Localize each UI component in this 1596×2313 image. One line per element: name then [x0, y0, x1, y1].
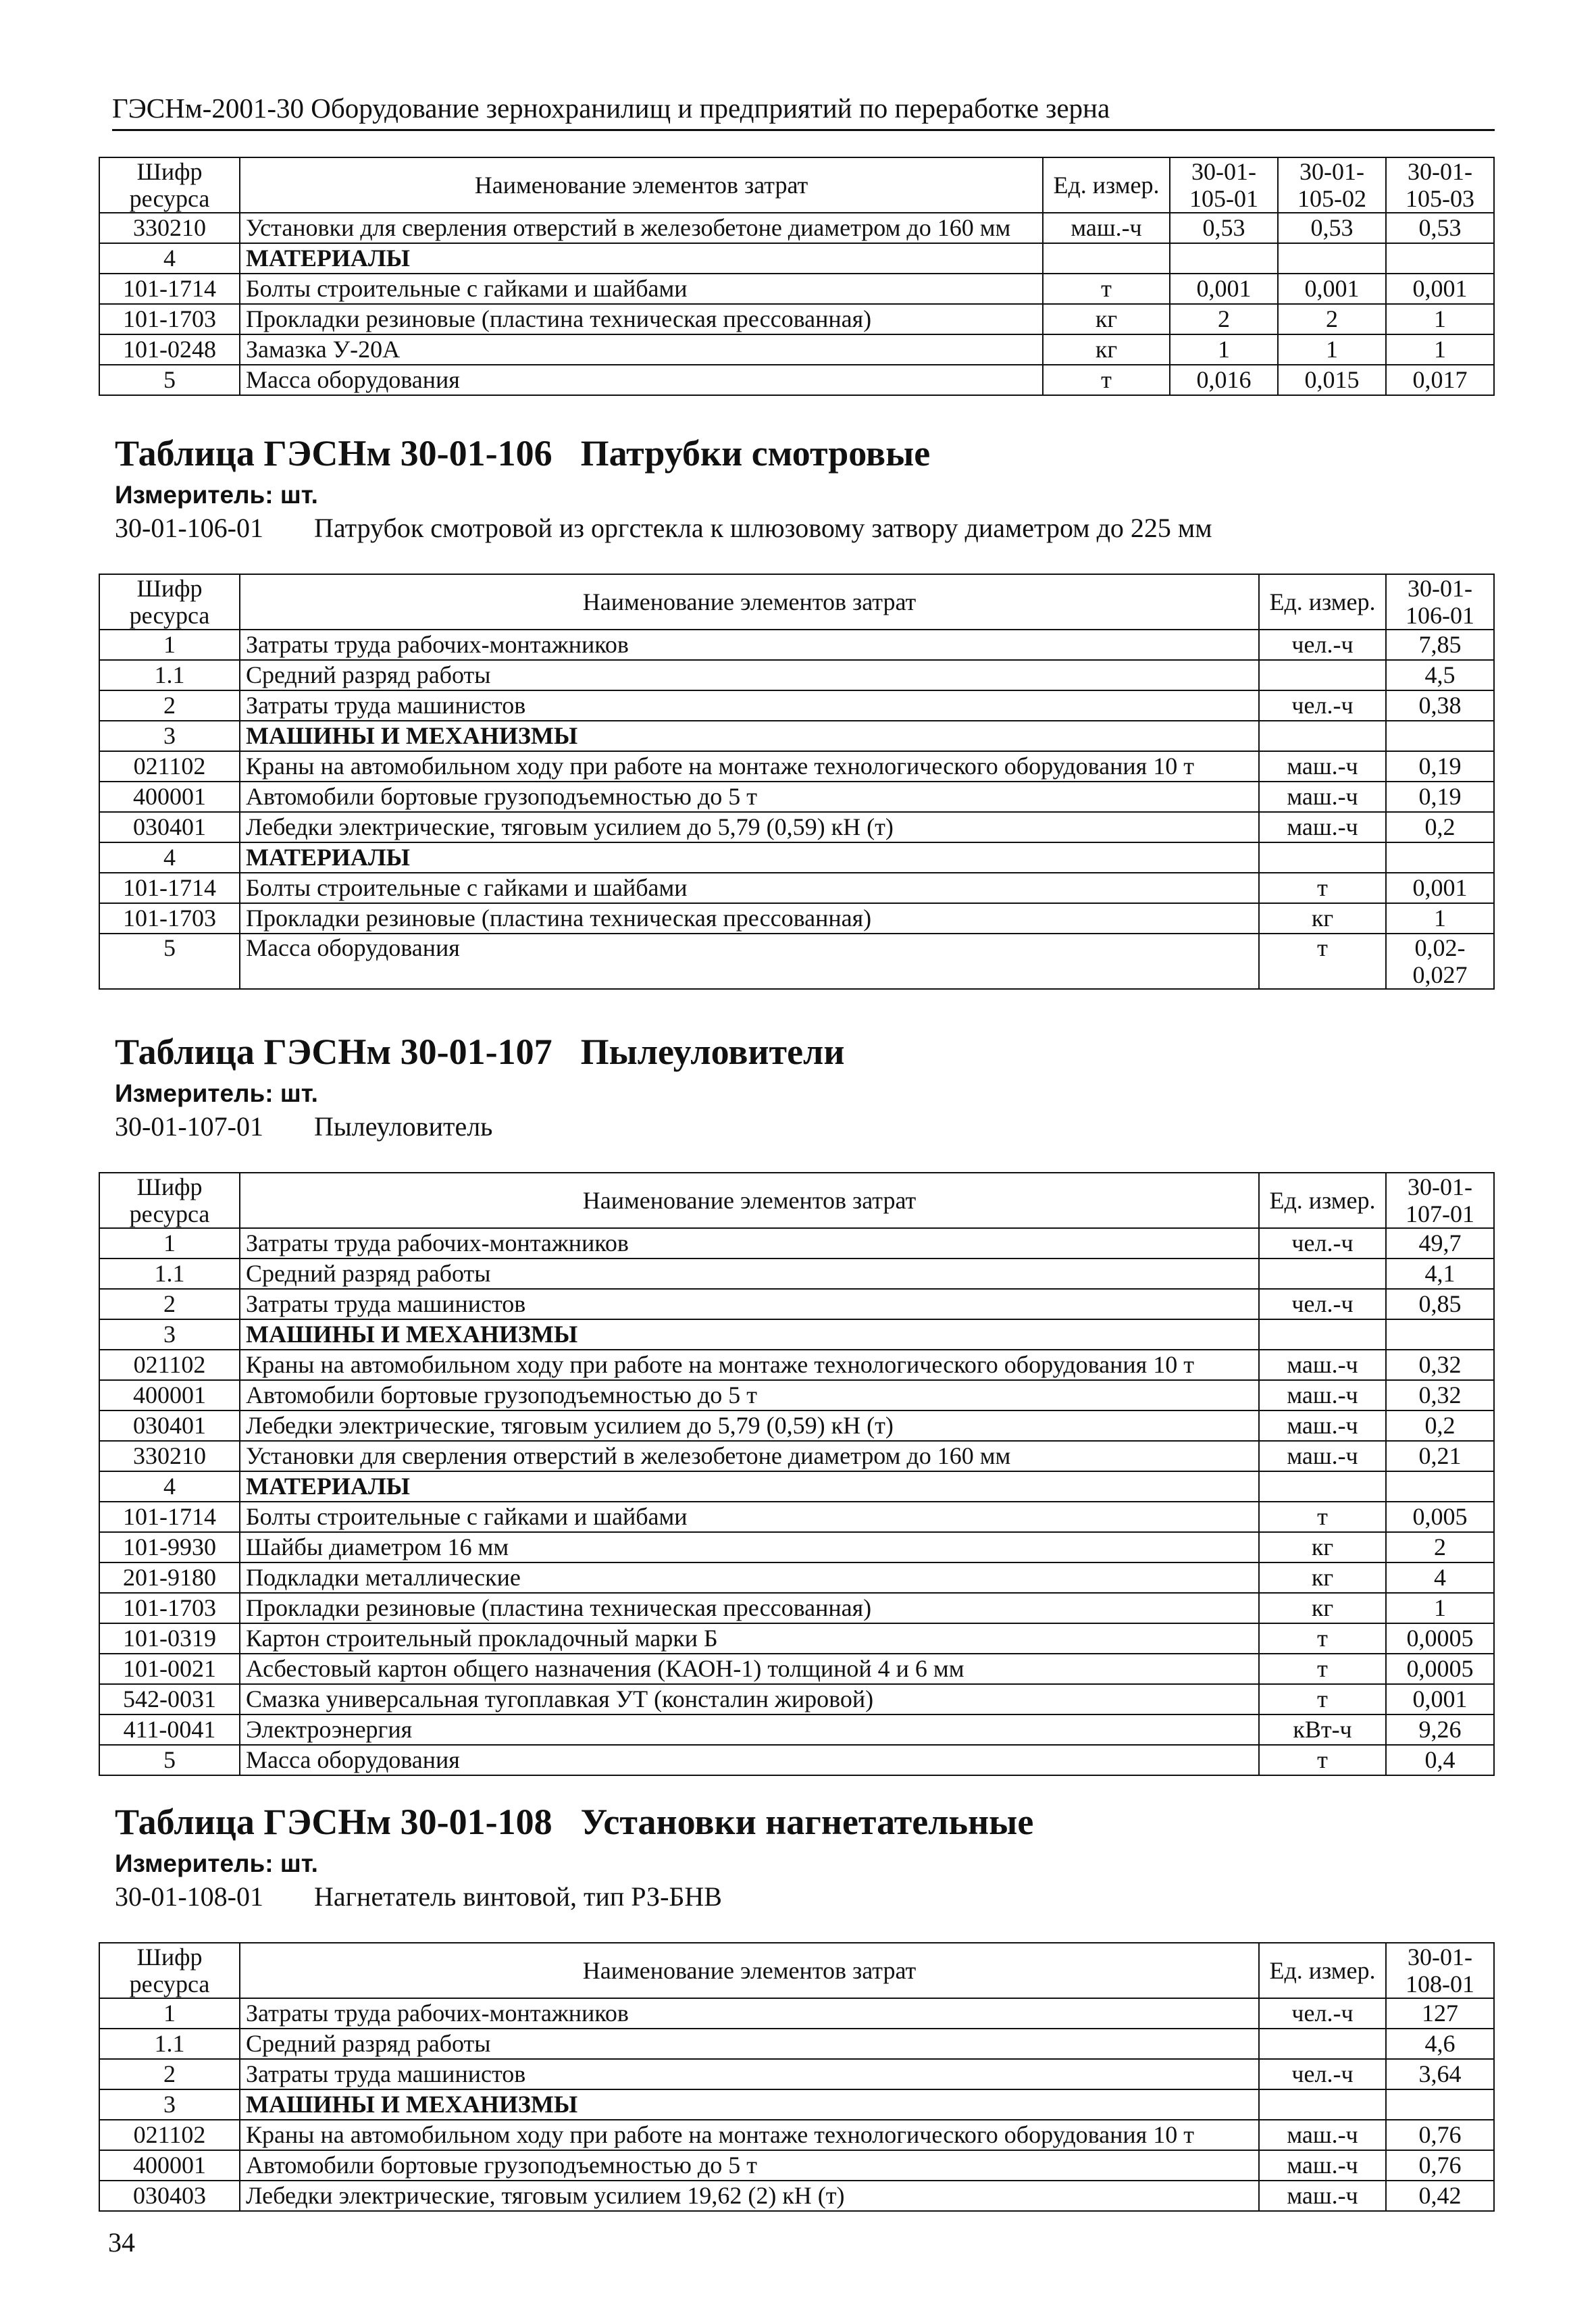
value-cell: [1278, 243, 1386, 274]
unit: кг: [1259, 1593, 1386, 1623]
value-cell: [1386, 721, 1494, 751]
cost-element-name: Автомобили бортовые грузоподъемностью до 5 т: [240, 782, 1259, 812]
value-cell: 2: [1278, 304, 1386, 334]
unit: т: [1259, 873, 1386, 903]
cost-element-name: Средний разряд работы: [240, 2029, 1259, 2059]
table-row: [99, 1745, 1494, 1775]
resource-code: 400001: [99, 782, 240, 812]
table-header-row: [99, 574, 1494, 630]
value-cell: 0,005: [1386, 1502, 1494, 1532]
cost-element-name: Затраты труда рабочих-монтажников: [240, 1998, 1259, 2029]
unit: [1259, 660, 1386, 690]
value-cell: 4,1: [1386, 1259, 1494, 1289]
col-header-name: Наименование элементов затрат: [240, 1173, 1259, 1228]
value-cell: 0,0005: [1386, 1623, 1494, 1654]
cost-element-name: Затраты труда машинистов: [240, 1289, 1259, 1319]
value-cell: 4,5: [1386, 660, 1494, 690]
resource-code: 2: [99, 690, 240, 721]
table-header-row: [99, 1173, 1494, 1228]
value-cell: 1: [1170, 334, 1278, 365]
table-header-row: [99, 1943, 1494, 1998]
cost-element-name: Затраты труда рабочих-монтажников: [240, 1228, 1259, 1259]
unit: маш.-ч: [1259, 782, 1386, 812]
item-name: Патрубок смотровой из оргстекла к шлюзовому затвору диаметром до 225 мм: [314, 513, 1212, 543]
col-header-name: Наименование элементов затрат: [240, 1943, 1259, 1998]
value-cell: 0,4: [1386, 1745, 1494, 1775]
value-cell: 4: [1386, 1562, 1494, 1593]
resource-code: 101-0248: [99, 334, 240, 365]
value-cell: 1: [1386, 903, 1494, 934]
item-name: Нагнетатель винтовой, тип РЗ-БНВ: [314, 1881, 722, 1912]
value-cell: [1386, 1471, 1494, 1502]
unit: маш.-ч: [1259, 2181, 1386, 2211]
col-header-code: Шифр ресурса: [99, 574, 240, 630]
col-header-value-1: 30-01-105-01: [1170, 157, 1278, 213]
table-row: [99, 2029, 1494, 2059]
table-row: [99, 1623, 1494, 1654]
value-cell: 1: [1386, 334, 1494, 365]
cost-element-name: Шайбы диаметром 16 мм: [240, 1532, 1259, 1562]
unit: чел.-ч: [1259, 1998, 1386, 2029]
cost-element-name: Автомобили бортовые грузоподъемностью до 5 т: [240, 2150, 1259, 2181]
resource-code: 101-1703: [99, 304, 240, 334]
unit: т: [1043, 274, 1170, 304]
value-cell: 3,64: [1386, 2059, 1494, 2089]
resource-code: 1.1: [99, 1259, 240, 1289]
resource-code: 3: [99, 721, 240, 751]
col-header-name: Наименование элементов затрат: [240, 574, 1259, 630]
table-107-block: [99, 1031, 1495, 1776]
value-cell: [1170, 243, 1278, 274]
resource-code: 101-0319: [99, 1623, 240, 1654]
table-row: [99, 812, 1494, 842]
col-header-code: Шифр ресурса: [99, 157, 240, 213]
unit: маш.-ч: [1259, 1441, 1386, 1471]
cost-element-name: Установки для сверления отверстий в железобетоне диаметром до 160 мм: [240, 213, 1043, 243]
value-cell: 0,017: [1386, 365, 1494, 395]
value-cell: 1: [1386, 304, 1494, 334]
resource-code: 5: [99, 1745, 240, 1775]
unit: [1259, 1259, 1386, 1289]
table-107: [99, 1172, 1495, 1776]
resource-code: 542-0031: [99, 1684, 240, 1714]
table-row: [99, 1350, 1494, 1380]
cost-element-name: Картон строительный прокладочный марки Б: [240, 1623, 1259, 1654]
value-cell: 0,53: [1278, 213, 1386, 243]
section-title: МАШИНЫ И МЕХАНИЗМЫ: [240, 721, 1259, 751]
value-cell: 0,76: [1386, 2150, 1494, 2181]
resource-code: 411-0041: [99, 1714, 240, 1745]
resource-code: 101-1703: [99, 903, 240, 934]
cost-element-name: Затраты труда машинистов: [240, 2059, 1259, 2089]
resource-code: 021102: [99, 1350, 240, 1380]
value-cell: 0,19: [1386, 782, 1494, 812]
value-cell: 0,001: [1386, 274, 1494, 304]
unit: маш.-ч: [1043, 213, 1170, 243]
table-row: [99, 1654, 1494, 1684]
cost-element-name: Лебедки электрические, тяговым усилием до 5,79 (0,59) кН (т): [240, 1410, 1259, 1441]
value-cell: 49,7: [1386, 1228, 1494, 1259]
table-row: [99, 751, 1494, 782]
resource-code: 2: [99, 1289, 240, 1319]
value-cell: 0,85: [1386, 1289, 1494, 1319]
value-cell: 1: [1278, 334, 1386, 365]
unit: [1259, 721, 1386, 751]
table-106-title-code: Таблица ГЭСНм 30-01-106: [115, 433, 552, 474]
table-108-title-name: Установки нагнетательные: [580, 1802, 1034, 1842]
resource-code: 021102: [99, 2120, 240, 2150]
unit: т: [1259, 1623, 1386, 1654]
cost-element-name: Замазка У-20А: [240, 334, 1043, 365]
cost-element-name: Масса оборудования: [240, 1745, 1259, 1775]
value-cell: 0,19: [1386, 751, 1494, 782]
running-header: ГЭСНм-2001-30 Оборудование зернохранилищ и предприятий по переработке зерна: [112, 92, 1495, 131]
table-row: [99, 1998, 1494, 2029]
cost-element-name: Масса оборудования: [240, 934, 1259, 989]
value-cell: 127: [1386, 1998, 1494, 2029]
table-106: [99, 574, 1495, 990]
resource-code: 2: [99, 2059, 240, 2089]
table-row: [99, 1562, 1494, 1593]
unit: кВт-ч: [1259, 1714, 1386, 1745]
unit: маш.-ч: [1259, 2150, 1386, 2181]
cost-element-name: Краны на автомобильном ходу при работе на монтаже технологического оборудования 10 т: [240, 2120, 1259, 2150]
resource-code: 1.1: [99, 660, 240, 690]
cost-element-name: Лебедки электрические, тяговым усилием до 5,79 (0,59) кН (т): [240, 812, 1259, 842]
value-cell: 0,015: [1278, 365, 1386, 395]
table-row: [99, 1532, 1494, 1562]
section-row: [99, 842, 1494, 873]
resource-code: 030401: [99, 812, 240, 842]
unit: кг: [1259, 903, 1386, 934]
table-108-item: [115, 1881, 1495, 1912]
col-header-value: 30-01-107-01: [1386, 1173, 1494, 1228]
unit: кг: [1043, 334, 1170, 365]
value-cell: 0,42: [1386, 2181, 1494, 2211]
col-header-name: Наименование элементов затрат: [240, 157, 1043, 213]
resource-code: 021102: [99, 751, 240, 782]
value-cell: 2: [1386, 1532, 1494, 1562]
table-row: [99, 1259, 1494, 1289]
unit: [1259, 2029, 1386, 2059]
resource-code: 201-9180: [99, 1562, 240, 1593]
table-row: [99, 1502, 1494, 1532]
value-cell: 0,2: [1386, 812, 1494, 842]
table-row: [99, 1714, 1494, 1745]
table-row: [99, 2120, 1494, 2150]
value-cell: [1386, 1319, 1494, 1350]
resource-code: 3: [99, 1319, 240, 1350]
table-row: [99, 1593, 1494, 1623]
table-row: [99, 2059, 1494, 2089]
table-row: [99, 1441, 1494, 1471]
table-106-item: [115, 512, 1495, 544]
table-row: [99, 304, 1494, 334]
table-106-title-name: Патрубки смотровые: [580, 433, 931, 474]
resource-code: 5: [99, 934, 240, 989]
value-cell: 0,53: [1170, 213, 1278, 243]
value-cell: [1386, 842, 1494, 873]
unit: т: [1259, 1745, 1386, 1775]
unit: чел.-ч: [1259, 1289, 1386, 1319]
page-number: 34: [108, 2227, 135, 2258]
section-title: МАШИНЫ И МЕХАНИЗМЫ: [240, 2089, 1259, 2120]
table-108-block: [99, 1801, 1495, 2212]
section-row: [99, 721, 1494, 751]
table-row: [99, 660, 1494, 690]
table-108-meter: Измеритель: шт.: [115, 1850, 318, 1877]
item-name: Пылеуловитель: [314, 1111, 493, 1142]
table-105: [99, 157, 1495, 396]
col-header-value-3: 30-01-105-03: [1386, 157, 1494, 213]
section-title: МАТЕРИАЛЫ: [240, 1471, 1259, 1502]
unit: [1043, 243, 1170, 274]
resource-code: 1: [99, 1998, 240, 2029]
resource-code: 030401: [99, 1410, 240, 1441]
unit: кг: [1259, 1562, 1386, 1593]
resource-code: 101-9930: [99, 1532, 240, 1562]
table-row: [99, 873, 1494, 903]
col-header-value: 30-01-106-01: [1386, 574, 1494, 630]
cost-element-name: Подкладки металлические: [240, 1562, 1259, 1593]
unit: маш.-ч: [1259, 751, 1386, 782]
value-cell: 0,001: [1170, 274, 1278, 304]
col-header-value: 30-01-108-01: [1386, 1943, 1494, 1998]
table-header-row: [99, 157, 1494, 213]
unit: кг: [1043, 304, 1170, 334]
value-cell: 0,76: [1386, 2120, 1494, 2150]
cost-element-name: Автомобили бортовые грузоподъемностью до 5 т: [240, 1380, 1259, 1410]
item-code: 30-01-107-01: [115, 1111, 263, 1142]
table-107-title-code: Таблица ГЭСНм 30-01-107: [115, 1032, 552, 1072]
value-cell: 9,26: [1386, 1714, 1494, 1745]
table-row: [99, 630, 1494, 660]
cost-element-name: Краны на автомобильном ходу при работе на монтаже технологического оборудования 10 т: [240, 1350, 1259, 1380]
unit: чел.-ч: [1259, 630, 1386, 660]
table-105-block: [99, 157, 1495, 396]
resource-code: 4: [99, 842, 240, 873]
table-107-title: [115, 1031, 1495, 1073]
value-cell: 0,001: [1386, 873, 1494, 903]
value-cell: 0,0005: [1386, 1654, 1494, 1684]
table-108-title-code: Таблица ГЭСНм 30-01-108: [115, 1802, 552, 1842]
table-row: [99, 1380, 1494, 1410]
cost-element-name: Прокладки резиновые (пластина техническая прессованная): [240, 304, 1043, 334]
table-row: [99, 903, 1494, 934]
unit: маш.-ч: [1259, 1380, 1386, 1410]
unit: маш.-ч: [1259, 1410, 1386, 1441]
table-row: [99, 934, 1494, 989]
cost-element-name: Краны на автомобильном ходу при работе на монтаже технологического оборудования 10 т: [240, 751, 1259, 782]
table-row: [99, 1684, 1494, 1714]
cost-element-name: Лебедки электрические, тяговым усилием 19,62 (2) кН (т): [240, 2181, 1259, 2211]
unit: т: [1043, 365, 1170, 395]
value-cell: 0,21: [1386, 1441, 1494, 1471]
resource-code: 1.1: [99, 2029, 240, 2059]
table-row: [99, 782, 1494, 812]
section-title: МАШИНЫ И МЕХАНИЗМЫ: [240, 1319, 1259, 1350]
table-108: [99, 1942, 1495, 2212]
table-106-block: [99, 432, 1495, 990]
table-row: [99, 213, 1494, 243]
value-cell: 0,53: [1386, 213, 1494, 243]
table-106-meter: Измеритель: шт.: [115, 481, 318, 509]
cost-element-name: Прокладки резиновые (пластина техническая прессованная): [240, 1593, 1259, 1623]
col-header-unit: Ед. измер.: [1259, 1173, 1386, 1228]
table-row: [99, 334, 1494, 365]
resource-code: 101-1714: [99, 274, 240, 304]
col-header-value-2: 30-01-105-02: [1278, 157, 1386, 213]
table-row: [99, 365, 1494, 395]
col-header-code: Шифр ресурса: [99, 1173, 240, 1228]
section-title: МАТЕРИАЛЫ: [240, 243, 1043, 274]
cost-element-name: Средний разряд работы: [240, 660, 1259, 690]
table-row: [99, 690, 1494, 721]
value-cell: 0,016: [1170, 365, 1278, 395]
resource-code: 030403: [99, 2181, 240, 2211]
resource-code: 1: [99, 630, 240, 660]
col-header-unit: Ед. измер.: [1043, 157, 1170, 213]
value-cell: 0,2: [1386, 1410, 1494, 1441]
resource-code: 4: [99, 243, 240, 274]
table-107-meter: Измеритель: шт.: [115, 1079, 318, 1107]
value-cell: [1386, 2089, 1494, 2120]
table-108-title: [115, 1801, 1495, 1843]
col-header-unit: Ед. измер.: [1259, 1943, 1386, 1998]
item-code: 30-01-108-01: [115, 1881, 263, 1912]
section-row: [99, 1319, 1494, 1350]
unit: кг: [1259, 1532, 1386, 1562]
resource-code: 400001: [99, 1380, 240, 1410]
unit: т: [1259, 934, 1386, 989]
table-107-title-name: Пылеуловители: [580, 1032, 845, 1072]
unit: т: [1259, 1502, 1386, 1532]
cost-element-name: Электроэнергия: [240, 1714, 1259, 1745]
value-cell: 7,85: [1386, 630, 1494, 660]
value-cell: 1: [1386, 1593, 1494, 1623]
table-row: [99, 1289, 1494, 1319]
table-row: [99, 2150, 1494, 2181]
value-cell: 0,001: [1386, 1684, 1494, 1714]
col-header-unit: Ед. измер.: [1259, 574, 1386, 630]
item-code: 30-01-106-01: [115, 513, 263, 543]
col-header-code: Шифр ресурса: [99, 1943, 240, 1998]
table-row: [99, 274, 1494, 304]
value-cell: 0,02- 0,027: [1386, 934, 1494, 989]
resource-code: 4: [99, 1471, 240, 1502]
table-106-title: [115, 432, 1495, 474]
section-title: МАТЕРИАЛЫ: [240, 842, 1259, 873]
unit: чел.-ч: [1259, 690, 1386, 721]
value-cell: [1386, 243, 1494, 274]
resource-code: 400001: [99, 2150, 240, 2181]
section-row: [99, 2089, 1494, 2120]
cost-element-name: Прокладки резиновые (пластина техническая прессованная): [240, 903, 1259, 934]
cost-element-name: Затраты труда рабочих-монтажников: [240, 630, 1259, 660]
section-row: [99, 243, 1494, 274]
value-cell: 4,6: [1386, 2029, 1494, 2059]
unit: [1259, 2089, 1386, 2120]
section-row: [99, 1471, 1494, 1502]
cost-element-name: Болты строительные с гайками и шайбами: [240, 274, 1043, 304]
unit: т: [1259, 1654, 1386, 1684]
value-cell: 0,32: [1386, 1380, 1494, 1410]
unit: чел.-ч: [1259, 1228, 1386, 1259]
resource-code: 330210: [99, 213, 240, 243]
resource-code: 101-1714: [99, 1502, 240, 1532]
unit: маш.-ч: [1259, 812, 1386, 842]
value-cell: 2: [1170, 304, 1278, 334]
cost-element-name: Болты строительные с гайками и шайбами: [240, 873, 1259, 903]
cost-element-name: Затраты труда машинистов: [240, 690, 1259, 721]
resource-code: 330210: [99, 1441, 240, 1471]
unit: [1259, 1471, 1386, 1502]
value-cell: 0,001: [1278, 274, 1386, 304]
value-cell: 0,38: [1386, 690, 1494, 721]
resource-code: 3: [99, 2089, 240, 2120]
unit: [1259, 842, 1386, 873]
cost-element-name: Установки для сверления отверстий в железобетоне диаметром до 160 мм: [240, 1441, 1259, 1471]
table-107-item: [115, 1111, 1495, 1142]
unit: т: [1259, 1684, 1386, 1714]
resource-code: 101-0021: [99, 1654, 240, 1684]
unit: [1259, 1319, 1386, 1350]
cost-element-name: Асбестовый картон общего назначения (КАОН-1) толщиной 4 и 6 мм: [240, 1654, 1259, 1684]
cost-element-name: Средний разряд работы: [240, 1259, 1259, 1289]
cost-element-name: Масса оборудования: [240, 365, 1043, 395]
cost-element-name: Болты строительные с гайками и шайбами: [240, 1502, 1259, 1532]
table-row: [99, 2181, 1494, 2211]
resource-code: 5: [99, 365, 240, 395]
resource-code: 101-1703: [99, 1593, 240, 1623]
value-cell: 0,32: [1386, 1350, 1494, 1380]
unit: маш.-ч: [1259, 1350, 1386, 1380]
cost-element-name: Смазка универсальная тугоплавкая УТ (консталин жировой): [240, 1684, 1259, 1714]
table-row: [99, 1410, 1494, 1441]
resource-code: 1: [99, 1228, 240, 1259]
unit: чел.-ч: [1259, 2059, 1386, 2089]
resource-code: 101-1714: [99, 873, 240, 903]
unit: маш.-ч: [1259, 2120, 1386, 2150]
table-row: [99, 1228, 1494, 1259]
